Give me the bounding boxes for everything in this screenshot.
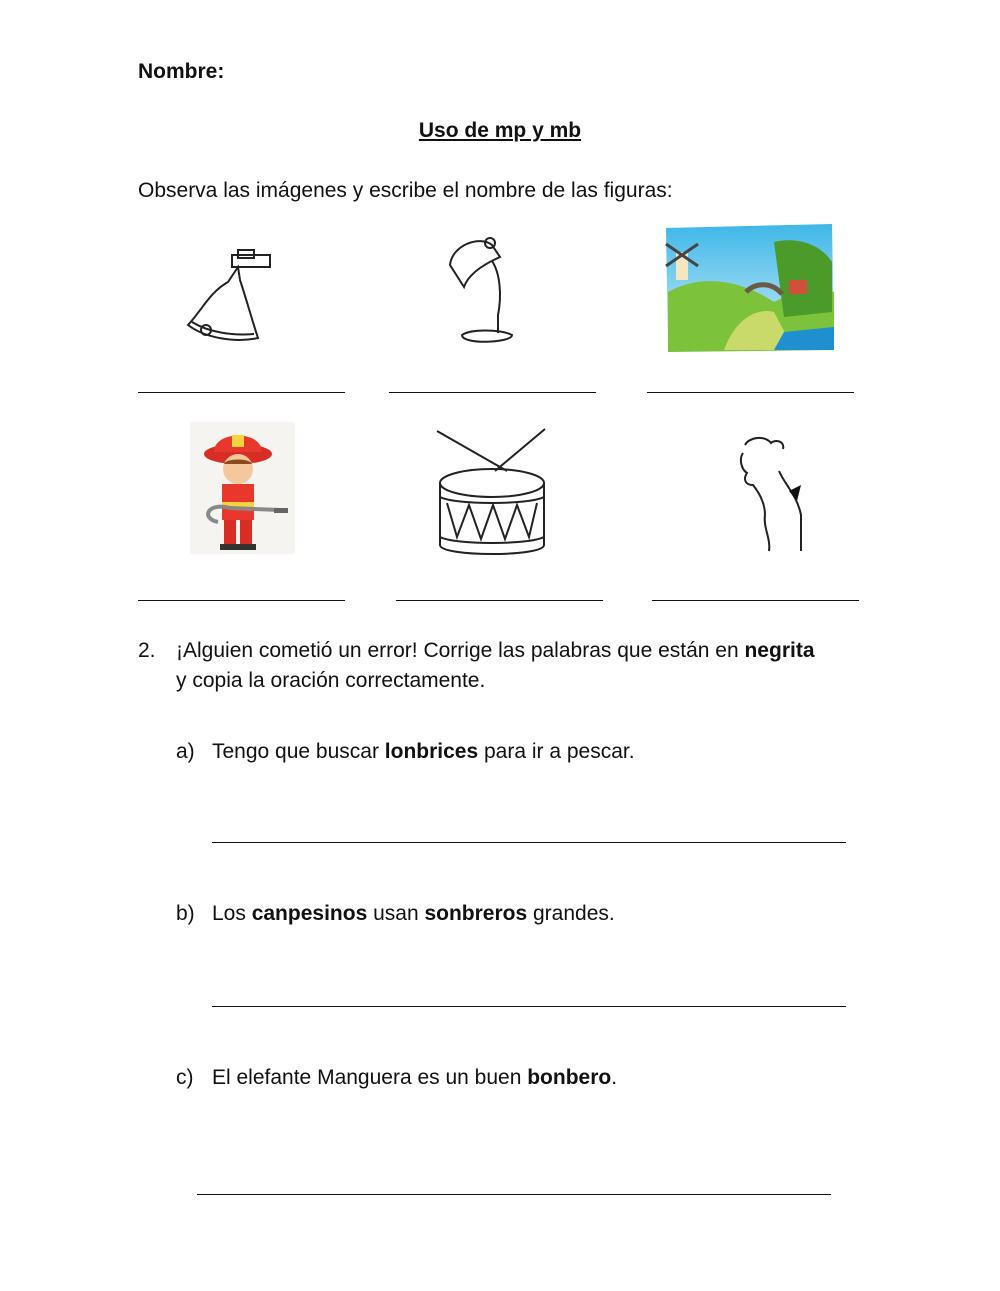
item-c-error-word: bonbero bbox=[527, 1066, 612, 1089]
answer-line-1[interactable] bbox=[138, 392, 345, 393]
item-b-text-mid: usan bbox=[367, 902, 425, 925]
item-a-letter: a) bbox=[176, 740, 195, 763]
shoulder-icon bbox=[735, 435, 810, 553]
page-title: Uso de mp y mb bbox=[418, 119, 582, 142]
answer-line-3[interactable] bbox=[647, 392, 854, 393]
name-label: Nombre: bbox=[138, 60, 225, 83]
item-a-text: Tengo que buscar bbox=[212, 740, 385, 763]
firefighter-icon bbox=[190, 422, 295, 554]
exercise1-instruction: Observa las imágenes y escribe el nombre de las figuras: bbox=[138, 179, 673, 202]
exercise2-instruction bbox=[176, 636, 815, 666]
item-c-letter: c) bbox=[176, 1066, 194, 1089]
answer-line-4[interactable] bbox=[138, 600, 345, 601]
exercise2-instruction-line2: y copia la oración correctamente. bbox=[176, 669, 486, 692]
landscape-icon bbox=[664, 222, 835, 353]
answer-line-2[interactable] bbox=[389, 392, 596, 393]
item-b-text: Los bbox=[212, 902, 252, 925]
answer-line-5[interactable] bbox=[396, 600, 603, 601]
item-b-sentence bbox=[212, 899, 615, 929]
item-b-text-end: grandes. bbox=[527, 902, 615, 925]
item-a-error-word: lonbrices bbox=[384, 740, 479, 763]
lamp-icon bbox=[440, 235, 530, 350]
exercise2-number: 2. bbox=[138, 639, 156, 662]
answer-line-6[interactable] bbox=[652, 600, 859, 601]
item-a-text-end: para ir a pescar. bbox=[478, 740, 635, 763]
item-c-text: El elefante Manguera es un buen bbox=[212, 1066, 528, 1089]
bell-icon bbox=[180, 250, 280, 345]
item-a-sentence bbox=[212, 737, 635, 767]
item-b-error-word-2: sonbreros bbox=[424, 902, 528, 925]
item-c-text-end: . bbox=[611, 1066, 618, 1089]
item-b-error-word-1: canpesinos bbox=[251, 902, 368, 925]
item-a-answer-line[interactable] bbox=[212, 842, 846, 843]
item-b-answer-line[interactable] bbox=[212, 1006, 846, 1007]
item-b-letter: b) bbox=[176, 902, 195, 925]
item-c-answer-line[interactable] bbox=[197, 1194, 831, 1195]
drum-icon bbox=[435, 425, 550, 557]
item-c-sentence bbox=[212, 1063, 617, 1093]
exercise2-instruction-bold: negrita bbox=[744, 639, 815, 662]
exercise2-instruction-text: ¡Alguien cometió un error! Corrige las palabras que están en bbox=[176, 639, 745, 662]
